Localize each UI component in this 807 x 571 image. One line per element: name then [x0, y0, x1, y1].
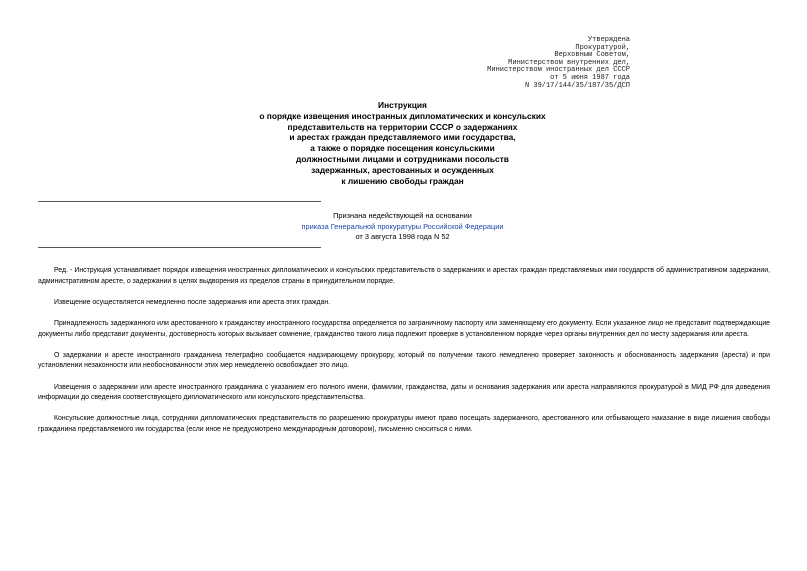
approval-line: от 5 июня 1987 года — [550, 73, 630, 82]
notice-link[interactable]: приказа Генеральной прокуратуры Российской Федерации — [301, 221, 504, 231]
document-body — [38, 266, 770, 446]
notice-date: от 3 августа 1998 года N 52 — [355, 232, 450, 241]
title-line: о порядке извещения иностранных дипломатических и консульских — [259, 110, 546, 121]
approval-line: Министерством иностранных дел СССР — [487, 66, 630, 75]
title-line: к лишению свободы граждан — [341, 175, 464, 186]
title-line: представительств на территории СССР о задержаниях — [287, 121, 518, 132]
approval-line: Министерством внутренних дел, — [508, 58, 630, 67]
body-paragraph: Извещения о задержании или аресте иностранного гражданина с указанием его полного имени, фамилии, гражданства, даты и основания задержания или ареста направляются прокуратурой в МИД РФ для доведения информации до сведения соответствующего дипломатического или консульского представительства. — [38, 383, 770, 402]
body-paragraph: Извещение осуществляется немедленно после задержания или ареста этих граждан. — [54, 298, 331, 306]
divider-bottom — [38, 247, 321, 248]
document-title — [150, 100, 655, 186]
title-line: а также о порядке посещения консульскими — [310, 143, 495, 154]
notice-text: Признана недействующей на основании — [333, 211, 472, 220]
approval-block — [487, 37, 630, 90]
body-paragraph: Консульские должностные лица, сотрудники дипломатических представительств по разрешению прокуратуры имеют право посещать задержанного, арестованного или отбывающего наказание в виде лишения свободы гражданина представляемого им государства (если иное не предусмотрено международным договором), письменно сноситься с ними. — [38, 415, 770, 433]
title-line: задержанных, арестованных и осужденных — [311, 164, 494, 175]
title-line: должностными лицами и сотрудниками посольств — [296, 153, 509, 164]
body-paragraph: Принадлежность задержанного или арестованного к гражданству иностранного государства определяется по заграничному паспорту или заменяющему его документу. Если указанное лицо не представит подтверждающие документы либо представит документы, достоверность которых вызывает сомнение, гражданство такого лица подлежит проверке в установленном порядке через органы внутренних дел по месту задержания или ареста. — [38, 319, 770, 338]
title-line: Инструкция — [378, 100, 427, 110]
body-paragraph: О задержании и аресте иностранного гражданина телеграфно сообщается надзирающему прокурору, который по получении такого немедленно проверяет законность и обоснованность задержания (ареста) и при установлении незаконности или необоснованности этих мер немедленно освобождает это лицо. — [38, 351, 770, 370]
divider-top — [38, 201, 321, 202]
approval-line: Верховным Советом, — [554, 51, 630, 60]
body-paragraph: Ред. - Инструкция устанавливает порядок извещения иностранных дипломатических и консульских представительств о задержаниях и арестах граждан представляемых ими государств об административном задержании, административном аресте, о задержании в целях выдворения из пределов страны в принудительном порядке. — [38, 267, 770, 285]
approval-line: Утверждена — [587, 36, 630, 44]
approval-line: N 39/17/144/35/187/35/ДСП — [524, 81, 630, 90]
status-notice — [150, 211, 655, 243]
approval-line: Прокуратурой, — [575, 43, 630, 52]
title-line: и арестах граждан представляемого ими государства, — [289, 132, 516, 143]
